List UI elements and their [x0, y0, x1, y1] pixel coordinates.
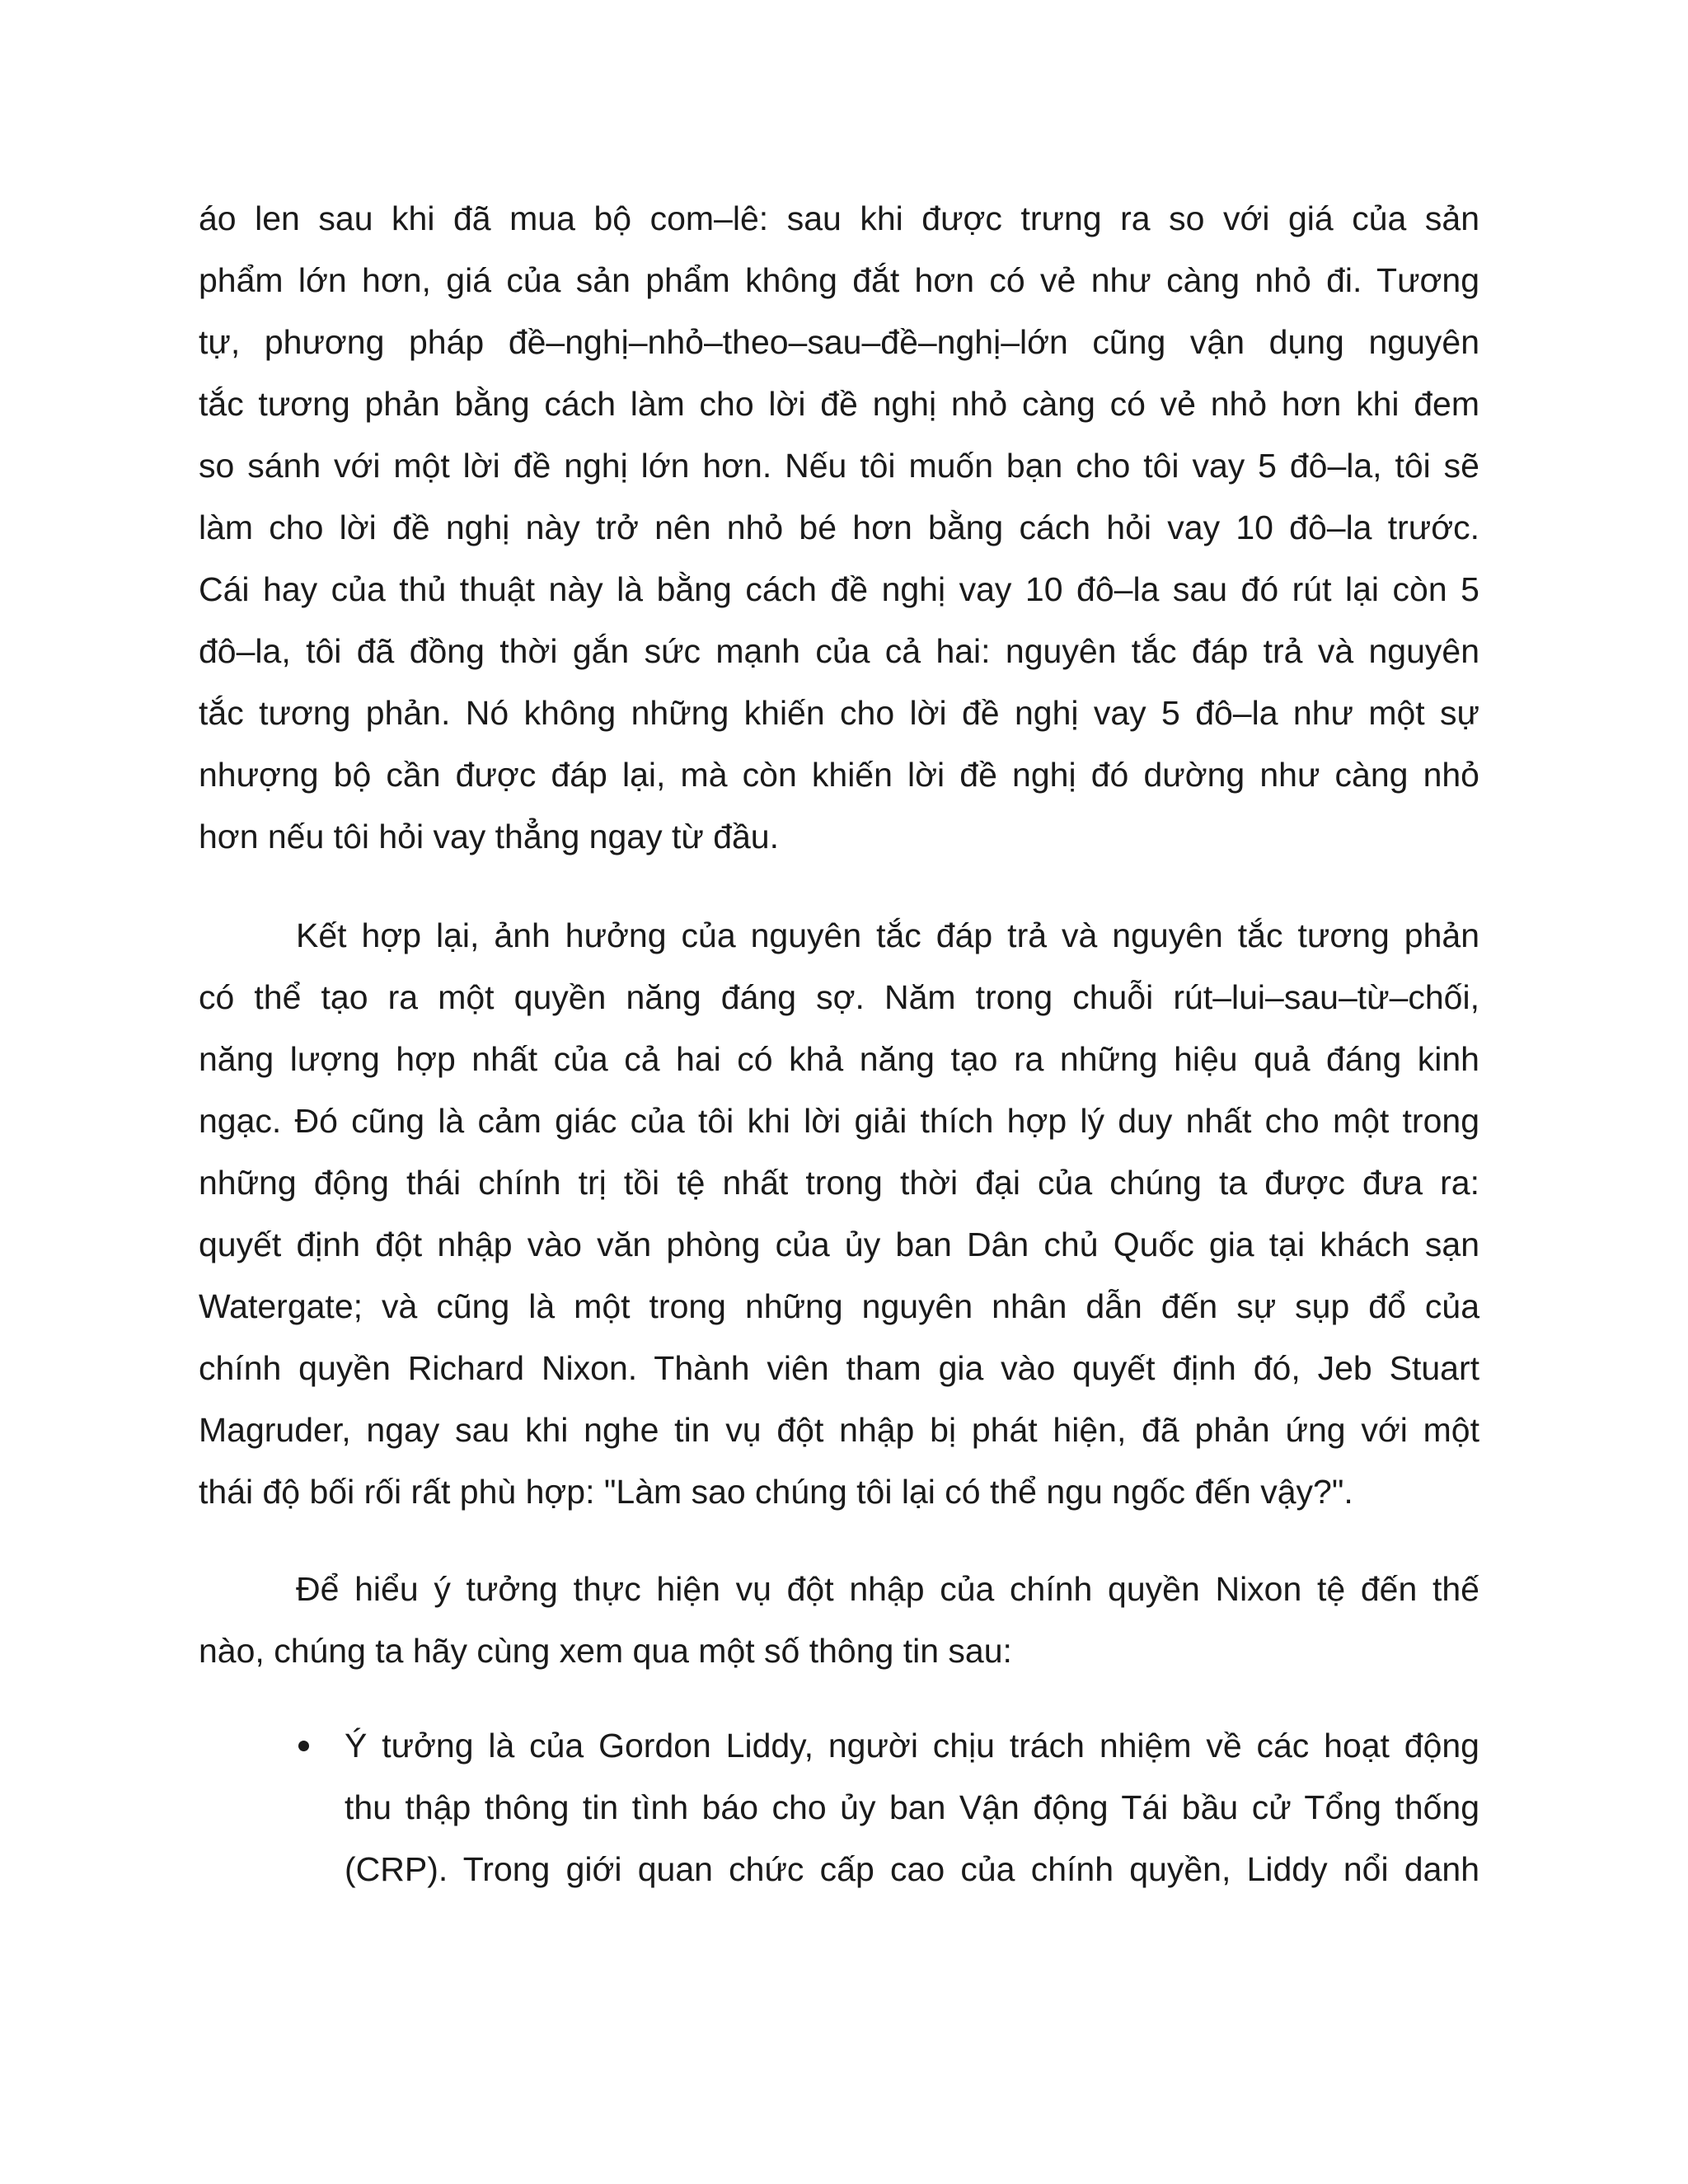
text-line: năng lượng hợp nhất của cả hai có khả năng tạo ra những hiệu quả đáng kinh: [199, 1040, 1479, 1078]
text-line: ngạc. Đó cũng là cảm giác của tôi khi lời giải thích hợp lý duy nhất cho một trong: [199, 1102, 1479, 1140]
text-line: áo len sau khi đã mua bộ com–lê: sau khi được trưng ra so với giá của sản: [199, 199, 1479, 237]
text-line: Cái hay của thủ thuật này là bằng cách đề nghị vay 10 đô–la sau đó rút lại còn 5: [199, 570, 1479, 608]
paragraph-1: [199, 188, 1479, 868]
text-line: so sánh với một lời đề nghị lớn hơn. Nếu tôi muốn bạn cho tôi vay 5 đô–la, tôi sẽ: [199, 447, 1479, 485]
text-line: tự, phương pháp đề–nghị–nhỏ–theo–sau–đề–nghị–lớn cũng vận dụng nguyên: [199, 323, 1479, 361]
text-line: nào, chúng ta hãy cùng xem qua một số thông tin sau:: [199, 1632, 1012, 1670]
text-line: quyết định đột nhập vào văn phòng của ủy ban Dân chủ Quốc gia tại khách sạn: [199, 1226, 1479, 1263]
text-line: thu thập thông tin tình báo cho ủy ban Vận động Tái bầu cử Tổng thống: [345, 1788, 1479, 1826]
text-line: Magruder, ngay sau khi nghe tin vụ đột nhập bị phát hiện, đã phản ứng với một: [199, 1411, 1479, 1449]
text-line: hơn nếu tôi hỏi vay thẳng ngay từ đầu.: [199, 818, 779, 855]
text-line: Watergate; và cũng là một trong những nguyên nhân dẫn đến sự sụp đổ của: [199, 1287, 1479, 1325]
text-line: làm cho lời đề nghị này trở nên nhỏ bé hơn bằng cách hỏi vay 10 đô–la trước.: [199, 509, 1479, 546]
text-line: tắc tương phản. Nó không những khiến cho lời đề nghị vay 5 đô–la như một sự: [199, 694, 1479, 732]
text-line: tắc tương phản bằng cách làm cho lời đề nghị nhỏ càng có vẻ nhỏ hơn khi đem: [199, 385, 1479, 423]
text-line: thái độ bối rối rất phù hợp: "Làm sao chúng tôi lại có thể ngu ngốc đến vậy?".: [199, 1473, 1353, 1511]
text-line: phẩm lớn hơn, giá của sản phẩm không đắt hơn có vẻ như càng nhỏ đi. Tương: [199, 261, 1479, 299]
text-line: đô–la, tôi đã đồng thời gắn sức mạnh của cả hai: nguyên tắc đáp trả và nguyên: [199, 632, 1479, 670]
paragraph-2: [199, 905, 1479, 1523]
text-line: Ý tưởng là của Gordon Liddy, người chịu trách nhiệm về các hoạt động: [345, 1727, 1479, 1765]
bullet-icon: [298, 1741, 309, 1751]
text-line: những động thái chính trị tồi tệ nhất trong thời đại của chúng ta được đưa ra:: [199, 1164, 1479, 1202]
text-line: (CRP). Trong giới quan chức cấp cao của chính quyền, Liddy nổi danh: [345, 1850, 1479, 1888]
text-line: Để hiểu ý tưởng thực hiện vụ đột nhập của chính quyền Nixon tệ đến thế: [296, 1570, 1479, 1608]
text-line: nhượng bộ cần được đáp lại, mà còn khiến lời đề nghị đó dường như càng nhỏ: [199, 756, 1479, 794]
text-line: có thể tạo ra một quyền năng đáng sợ. Năm trong chuỗi rút–lui–sau–từ–chối,: [199, 978, 1479, 1016]
bullet-item-1: [345, 1715, 1479, 1900]
text-line: Kết hợp lại, ảnh hưởng của nguyên tắc đáp trả và nguyên tắc tương phản: [296, 916, 1479, 954]
paragraph-3: [199, 1558, 1479, 1682]
text-line: chính quyền Richard Nixon. Thành viên tham gia vào quyết định đó, Jeb Stuart: [199, 1349, 1479, 1387]
